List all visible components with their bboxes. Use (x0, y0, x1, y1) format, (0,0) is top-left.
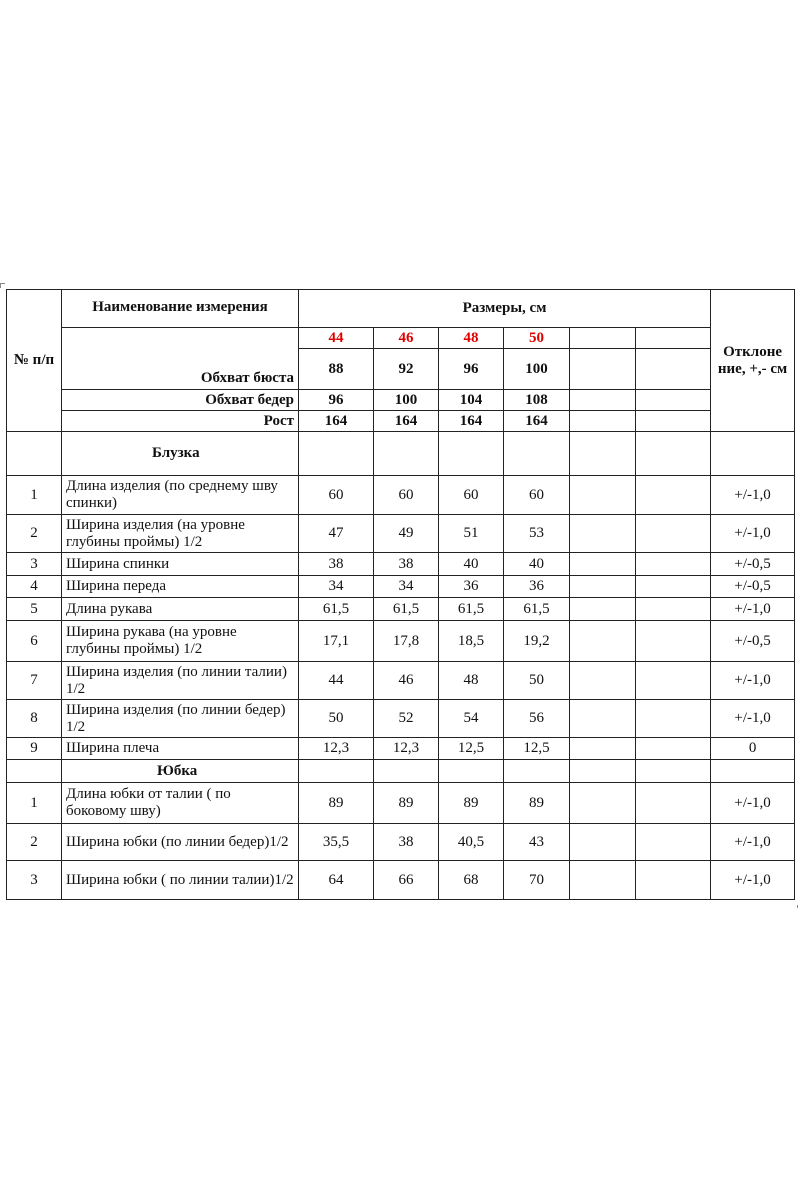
section-header-row (7, 432, 795, 476)
empty-cell (636, 553, 711, 576)
measurement-value: 34 (374, 576, 439, 598)
empty-cell (570, 861, 636, 900)
measurement-name: Ширина изделия (по линии талии) 1/2 (62, 662, 299, 700)
measurement-value: 60 (504, 476, 570, 515)
empty-cell (636, 760, 711, 783)
deviation-value: +/-1,0 (711, 476, 795, 515)
empty-cell (570, 390, 636, 411)
param-value: 100 (504, 349, 570, 390)
row-number: 1 (7, 783, 62, 824)
empty-cell (636, 515, 711, 553)
deviation-value: +/-0,5 (711, 621, 795, 662)
measurement-row (7, 515, 795, 553)
measurement-value: 38 (374, 553, 439, 576)
size-chart-table (6, 289, 795, 900)
empty-cell (570, 349, 636, 390)
param-value: 164 (439, 411, 504, 432)
empty-cell (7, 760, 62, 783)
empty-cell (570, 553, 636, 576)
measurement-name: Ширина изделия (по линии бедер) 1/2 (62, 700, 299, 738)
size-label: 44 (299, 328, 374, 349)
measurement-name: Ширина изделия (на уровне глубины проймы) 1/2 (62, 515, 299, 553)
size-label: 48 (439, 328, 504, 349)
param-label-bust-text: Обхват бюста (200, 370, 294, 386)
num-header-label: № п/п (13, 352, 55, 368)
row-number: 8 (7, 700, 62, 738)
empty-cell (570, 515, 636, 553)
deviation-value: +/-0,5 (711, 553, 795, 576)
name-header (62, 290, 299, 328)
empty-cell (636, 621, 711, 662)
empty-cell (299, 432, 374, 476)
measurement-value: 48 (439, 662, 504, 700)
empty-cell (636, 328, 711, 349)
measurement-value: 44 (299, 662, 374, 700)
empty-cell (570, 328, 636, 349)
row-number: 9 (7, 738, 62, 760)
measurement-row (7, 700, 795, 738)
deviation-value: +/-1,0 (711, 700, 795, 738)
measurement-value: 12,3 (299, 738, 374, 760)
measurement-name: Длина изделия (по среднему шву спинки) (62, 476, 299, 515)
empty-cell (636, 783, 711, 824)
header-row-title (7, 290, 795, 328)
measurement-row (7, 476, 795, 515)
measurement-value: 38 (299, 553, 374, 576)
deviation-value: +/-1,0 (711, 861, 795, 900)
empty-cell (636, 738, 711, 760)
measurement-value: 19,2 (504, 621, 570, 662)
row-number: 2 (7, 824, 62, 861)
empty-cell (636, 390, 711, 411)
empty-cell (636, 432, 711, 476)
param-value: 96 (439, 349, 504, 390)
sizes-header (299, 290, 711, 328)
measurement-value: 49 (374, 515, 439, 553)
deviation-value: +/-0,5 (711, 576, 795, 598)
measurement-value: 89 (299, 783, 374, 824)
measurement-value: 61,5 (504, 598, 570, 621)
section-header-row (7, 760, 795, 783)
param-value: 108 (504, 390, 570, 411)
header-row-height (7, 411, 795, 432)
empty-cell (570, 738, 636, 760)
measurement-value: 56 (504, 700, 570, 738)
deviation-value: +/-1,0 (711, 515, 795, 553)
empty-cell (636, 576, 711, 598)
measurement-value: 51 (439, 515, 504, 553)
empty-cell (570, 598, 636, 621)
measurement-value: 50 (299, 700, 374, 738)
row-number: 5 (7, 598, 62, 621)
measurement-value: 12,5 (439, 738, 504, 760)
param-value: 100 (374, 390, 439, 411)
empty-cell (570, 411, 636, 432)
empty-cell (299, 760, 374, 783)
measurement-value: 61,5 (439, 598, 504, 621)
empty-cell (570, 432, 636, 476)
measurement-value: 68 (439, 861, 504, 900)
param-label-hips: Обхват бедер (62, 390, 299, 411)
param-value: 96 (299, 390, 374, 411)
measurement-row (7, 576, 795, 598)
empty-cell (570, 824, 636, 861)
deviation-value: 0 (711, 738, 795, 760)
deviation-header-label: Отклоне ние, +,- см (717, 343, 788, 377)
empty-cell (636, 349, 711, 390)
empty-cell (7, 432, 62, 476)
measurement-value: 64 (299, 861, 374, 900)
param-value: 164 (504, 411, 570, 432)
measurement-value: 38 (374, 824, 439, 861)
empty-cell (570, 476, 636, 515)
measurement-value: 50 (504, 662, 570, 700)
deviation-value: +/-1,0 (711, 824, 795, 861)
empty-cell (504, 760, 570, 783)
param-value: 92 (374, 349, 439, 390)
measurement-value: 53 (504, 515, 570, 553)
measurement-value: 40,5 (439, 824, 504, 861)
measurement-value: 17,8 (374, 621, 439, 662)
empty-cell (711, 760, 795, 783)
measurement-value: 17,1 (299, 621, 374, 662)
sizes-header-label: Размеры, см (462, 300, 547, 316)
measurement-name: Ширина спинки (62, 553, 299, 576)
measurement-row (7, 621, 795, 662)
deviation-value: +/-1,0 (711, 783, 795, 824)
header-row-hips (7, 390, 795, 411)
empty-cell (374, 432, 439, 476)
measurement-value: 66 (374, 861, 439, 900)
empty-cell (636, 598, 711, 621)
param-value: 164 (374, 411, 439, 432)
empty-cell (636, 662, 711, 700)
section-title: Блузка (62, 432, 299, 476)
measurement-name: Ширина юбки (по линии бедер)1/2 (62, 824, 299, 861)
size-label: 46 (374, 328, 439, 349)
measurement-value: 46 (374, 662, 439, 700)
section-title: Юбка (62, 760, 299, 783)
measurement-value: 52 (374, 700, 439, 738)
page-edge-mark (794, 905, 798, 908)
measurement-row (7, 662, 795, 700)
measurement-row (7, 861, 795, 900)
empty-cell (570, 662, 636, 700)
empty-cell (636, 411, 711, 432)
empty-cell (636, 700, 711, 738)
empty-cell (570, 700, 636, 738)
measurement-value: 12,3 (374, 738, 439, 760)
measurement-name: Ширина рукава (на уровне глубины проймы) 1/2 (62, 621, 299, 662)
measurement-row (7, 824, 795, 861)
measurement-value: 12,5 (504, 738, 570, 760)
name-header-label: Наименование измерения (92, 299, 268, 315)
row-number: 2 (7, 515, 62, 553)
measurement-value: 40 (439, 553, 504, 576)
measurement-value: 36 (504, 576, 570, 598)
row-number: 6 (7, 621, 62, 662)
deviation-header (711, 290, 795, 432)
size-chart (6, 289, 794, 900)
empty-cell (439, 760, 504, 783)
measurement-row (7, 598, 795, 621)
empty-cell (504, 432, 570, 476)
param-value: 104 (439, 390, 504, 411)
row-number: 3 (7, 553, 62, 576)
empty-cell (636, 476, 711, 515)
deviation-value: +/-1,0 (711, 662, 795, 700)
empty-cell (374, 760, 439, 783)
size-label: 50 (504, 328, 570, 349)
empty-cell (636, 861, 711, 900)
measurement-name: Ширина переда (62, 576, 299, 598)
measurement-value: 61,5 (299, 598, 374, 621)
empty-cell (570, 783, 636, 824)
page-corner-mark (0, 283, 5, 288)
measurement-row (7, 783, 795, 824)
measurement-value: 35,5 (299, 824, 374, 861)
num-header (7, 290, 62, 432)
row-number: 1 (7, 476, 62, 515)
measurement-name: Длина рукава (62, 598, 299, 621)
empty-cell (439, 432, 504, 476)
measurement-value: 89 (504, 783, 570, 824)
empty-cell (636, 824, 711, 861)
measurement-value: 18,5 (439, 621, 504, 662)
measurement-value: 60 (299, 476, 374, 515)
header-row-sizes (7, 328, 795, 349)
empty-cell (711, 432, 795, 476)
measurement-value: 43 (504, 824, 570, 861)
measurement-value: 89 (374, 783, 439, 824)
measurement-value: 60 (439, 476, 504, 515)
measurement-value: 54 (439, 700, 504, 738)
measurement-value: 36 (439, 576, 504, 598)
row-number: 3 (7, 861, 62, 900)
param-value: 164 (299, 411, 374, 432)
measurement-value: 61,5 (374, 598, 439, 621)
empty-cell (570, 621, 636, 662)
measurement-row (7, 738, 795, 760)
measurement-value: 70 (504, 861, 570, 900)
param-value: 88 (299, 349, 374, 390)
param-label-height: Рост (62, 411, 299, 432)
measurement-value: 47 (299, 515, 374, 553)
empty-cell (570, 760, 636, 783)
row-number: 7 (7, 662, 62, 700)
deviation-value: +/-1,0 (711, 598, 795, 621)
measurement-name: Ширина плеча (62, 738, 299, 760)
row-number: 4 (7, 576, 62, 598)
measurement-name: Длина юбки от талии ( по боковому шву) (62, 783, 299, 824)
measurement-row (7, 553, 795, 576)
measurement-value: 89 (439, 783, 504, 824)
param-label-bust (62, 328, 299, 390)
measurement-value: 34 (299, 576, 374, 598)
empty-cell (570, 576, 636, 598)
measurement-value: 60 (374, 476, 439, 515)
measurement-name: Ширина юбки ( по линии талии)1/2 (62, 861, 299, 900)
measurement-value: 40 (504, 553, 570, 576)
